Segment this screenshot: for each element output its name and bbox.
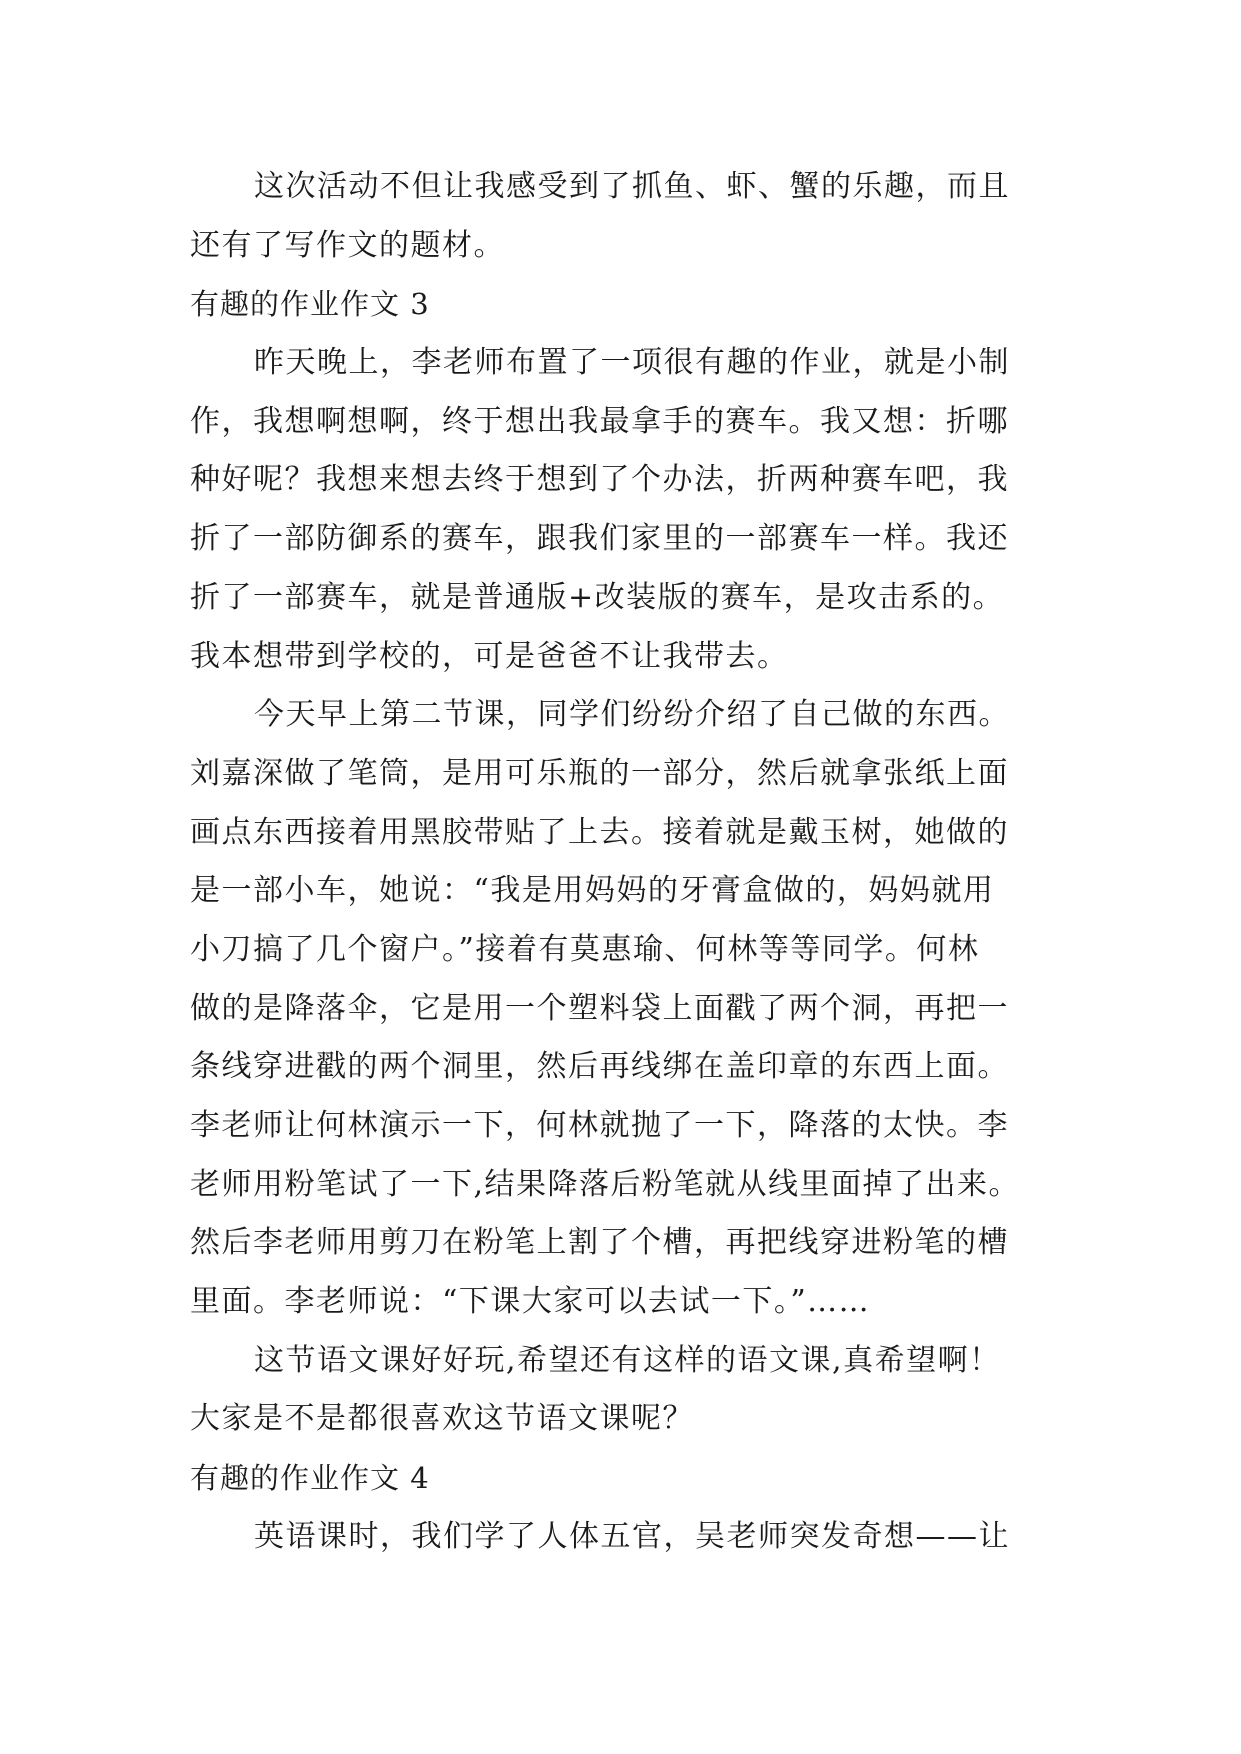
text-line: 然后李老师用剪刀在粉笔上割了个槽，再把线穿进粉笔的槽 [190,1225,1009,1261]
text-line: 里面。李老师说：“下课大家可以去试一下。”…… [190,1284,871,1320]
section-heading: 有趣的作业作文 3 [190,287,430,322]
text-line: 李老师让何林演示一下，何林就抛了一下，降落的太快。李 [190,1108,1009,1143]
text-line: 是一部小车，她说：“我是用妈妈的牙膏盒做的，妈妈就用 [190,873,995,909]
text-line: 还有了写作文的题材。 [190,227,505,263]
text-line: 折了一部赛车，就是普通版+改装版的赛车，是攻击系的。 [190,579,1005,615]
text-line: 今天早上第二节课，同学们纷纷介绍了自己做的东西。 [254,697,1010,733]
text-line: 折了一部防御系的赛车，跟我们家里的一部赛车一样。我还 [190,521,1009,557]
text-line: 小刀搞了几个窗户。”接着有莫惠瑜、何林等等同学。何林 [190,931,980,967]
document-page [190,158,1070,1567]
text-line: 我本想带到学校的，可是爸爸不让我带去。 [190,638,789,674]
text-line: 这节语文课好好玩,希望还有这样的语文课,真希望啊！ [254,1342,1001,1378]
text-line: 种好呢？我想来想去终于想到了个办法，折两种赛车吧，我 [190,462,1009,498]
text-line: 大家是不是都很喜欢这节语文课呢？ [190,1401,694,1437]
text-line: 英语课时，我们学了人体五官，吴老师突发奇想——让 [254,1518,1010,1554]
text-line: 这次活动不但让我感受到了抓鱼、虾、蟹的乐趣，而且 [254,169,1010,204]
text-line: 做的是降落伞，它是用一个塑料袋上面戳了两个洞，再把一 [190,990,1009,1026]
section-heading: 有趣的作业作文 4 [190,1461,430,1496]
text-line: 刘嘉深做了笔筒，是用可乐瓶的一部分，然后就拿张纸上面 [190,755,1009,791]
text-line: 作，我想啊想啊，终于想出我最拿手的赛车。我又想：折哪 [190,403,1009,439]
text-line: 条线穿进戳的两个洞里，然后再线绑在盖印章的东西上面。 [190,1049,1009,1085]
text-line: 昨天晚上，李老师布置了一项很有趣的作业，就是小制 [254,345,1010,381]
text-line: 老师用粉笔试了一下,结果降落后粉笔就从线里面掉了出来。 [190,1166,1021,1202]
text-line: 画点东西接着用黑胶带贴了上去。接着就是戴玉树，她做的 [190,814,1009,850]
